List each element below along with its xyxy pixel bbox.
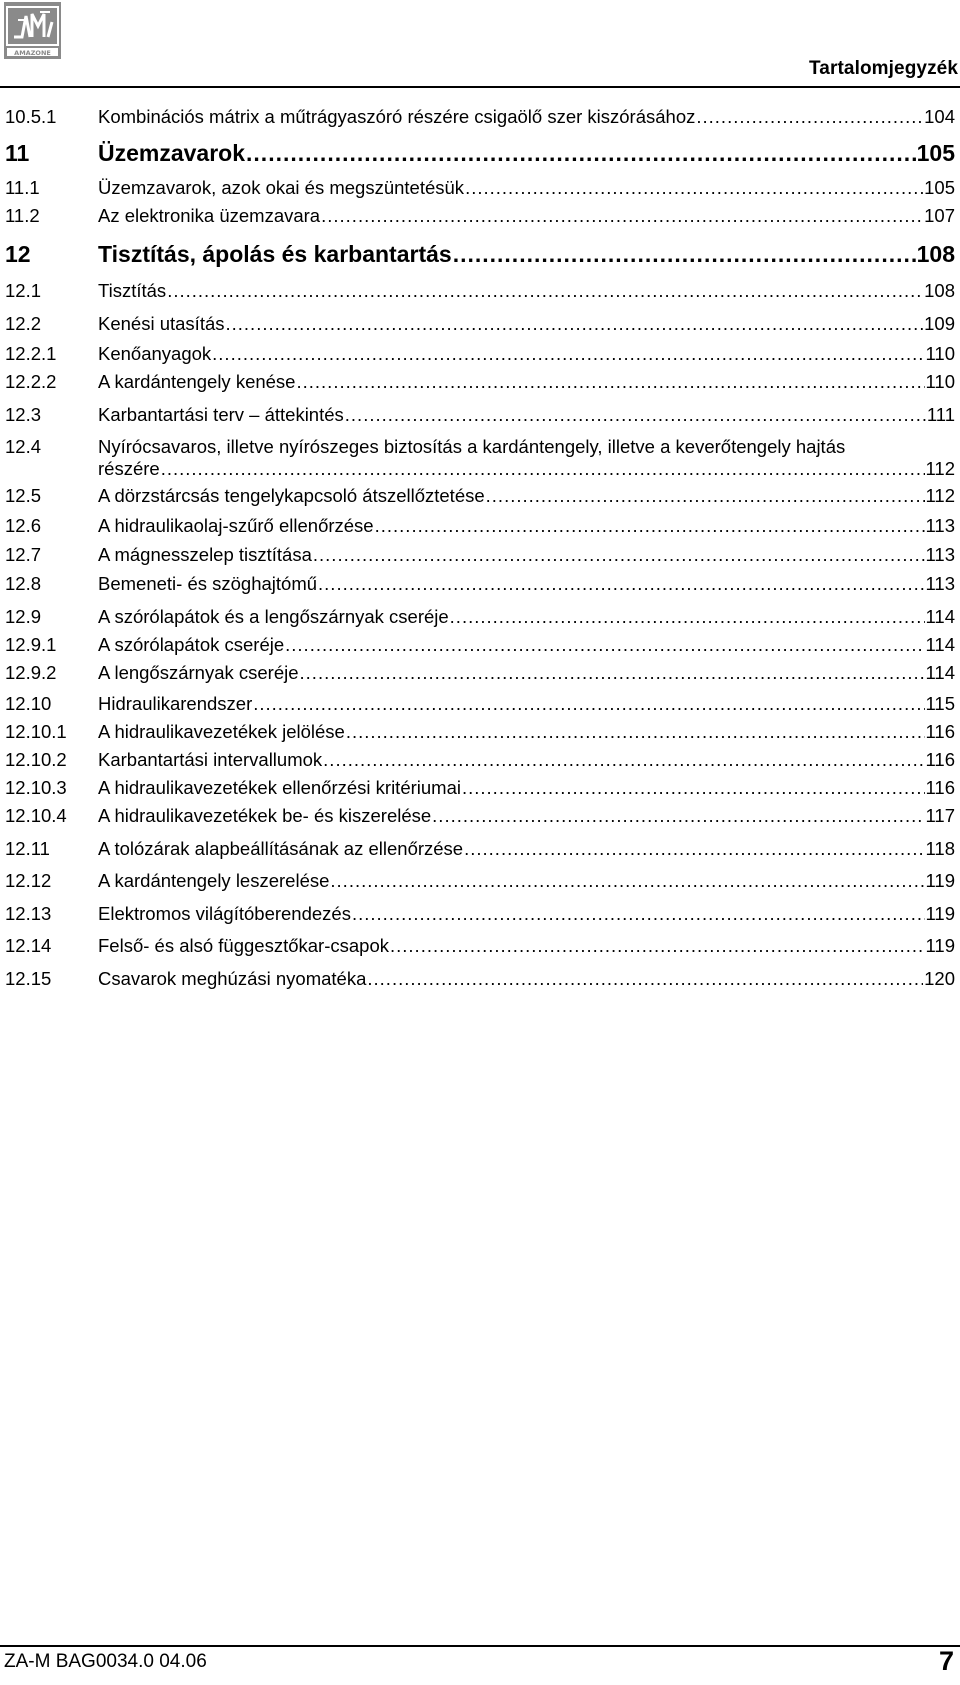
toc-dot-leader xyxy=(330,870,924,892)
toc-entry-page: 116 xyxy=(925,749,955,770)
toc-entry-number: 12.5 xyxy=(5,485,42,506)
logo-wordmark: AMAZONE xyxy=(14,49,51,57)
toc-entry-body xyxy=(98,177,955,199)
toc-entry-title: Az elektronika üzemzavara xyxy=(98,205,321,226)
toc-entry-body xyxy=(98,139,955,167)
toc-entry-title: Felső- és alsó függesztőkar-csapok xyxy=(98,935,389,956)
toc-entry-line xyxy=(98,485,955,507)
toc-entry-title: A lengőszárnyak cseréje xyxy=(98,662,299,683)
toc-entry-title: A kardántengely leszerelése xyxy=(98,870,330,891)
footer-divider xyxy=(0,1645,960,1647)
toc-entry-number: 12 xyxy=(5,241,31,267)
toc-entry-line xyxy=(98,903,955,925)
toc-entry-body xyxy=(98,634,955,656)
toc-dot-leader xyxy=(300,662,925,684)
toc-entry-line xyxy=(98,935,955,957)
toc-entry-page: 110 xyxy=(925,371,955,392)
toc-entry-line xyxy=(98,177,955,199)
toc-entry-number: 12.11 xyxy=(5,838,50,859)
toc-entry-page: 107 xyxy=(924,205,955,226)
toc-entry-title: A hidraulikavezetékek be- és kiszerelése xyxy=(98,805,432,826)
toc-entry-line xyxy=(98,404,955,426)
toc-entry-title: Karbantartási intervallumok xyxy=(98,749,323,770)
toc-entry-title: A hidraulikaolaj-szűrő ellenőrzése xyxy=(98,515,374,536)
toc-entry-title: A szórólapátok és a lengőszárnyak cseréje xyxy=(98,606,449,627)
toc-entry-body xyxy=(98,280,955,302)
toc-dot-leader xyxy=(346,721,925,743)
toc-entry-number: 11.1 xyxy=(5,177,40,198)
toc-entry-title: Üzemzavarok, azok okai és megszüntetésük xyxy=(98,177,465,198)
toc-entry-body xyxy=(98,935,955,957)
page-number: 7 xyxy=(938,1646,954,1676)
toc-entry-body xyxy=(98,404,955,426)
toc-entry-number: 12.10.3 xyxy=(5,777,67,798)
toc-entry-body xyxy=(98,371,955,393)
toc-entry-page: 108 xyxy=(924,280,955,301)
toc-entry-body xyxy=(98,436,955,480)
toc-entry-number: 12.15 xyxy=(5,968,52,989)
toc-dot-leader xyxy=(161,458,925,480)
toc-entry-page: 110 xyxy=(925,343,955,364)
toc-entry-body xyxy=(98,838,955,860)
toc-entry-number: 12.2 xyxy=(5,313,42,334)
toc-entry-line xyxy=(98,139,955,167)
toc-entry-page: 113 xyxy=(925,515,955,536)
toc-entry-title: A kardántengely kenése xyxy=(98,371,296,392)
toc-entry-title: A hidraulikavezetékek jelölése xyxy=(98,721,345,742)
toc-entry-body xyxy=(98,240,955,268)
toc-dot-leader xyxy=(465,177,923,199)
toc-entry-title: A dörzstárcsás tengelykapcsoló átszellőztetése xyxy=(98,485,485,506)
toc-entry-number: 12.1 xyxy=(5,280,42,301)
toc-entry-page: 105 xyxy=(924,177,955,198)
toc-entry-page: 112 xyxy=(925,458,955,479)
toc-dot-leader xyxy=(486,485,925,507)
toc-entry-page: 119 xyxy=(925,870,955,891)
page-title: Tartalomjegyzék xyxy=(809,58,958,79)
toc-entry-title: Hidraulikarendszer xyxy=(98,693,253,714)
toc-entry-number: 12.10 xyxy=(5,693,52,714)
toc-dot-leader xyxy=(323,749,924,771)
toc-entry-body xyxy=(98,606,955,628)
toc-dot-leader xyxy=(246,139,916,167)
toc-entry-body xyxy=(98,544,955,566)
toc-entry-title: Karbantartási terv – áttekintés xyxy=(98,404,344,425)
toc-entry-page: 114 xyxy=(925,606,955,627)
toc-entry-number: 12.2.2 xyxy=(5,371,57,392)
toc-dot-leader xyxy=(464,838,924,860)
toc-entry-number: 12.9.2 xyxy=(5,662,57,683)
toc-entry-line xyxy=(98,634,955,656)
toc-dot-leader xyxy=(226,313,924,335)
toc-dot-leader xyxy=(462,777,925,799)
toc-entry-title: Tisztítás xyxy=(98,280,167,301)
toc-dot-leader xyxy=(453,240,916,268)
toc-entry-number: 12.4 xyxy=(5,436,42,457)
toc-entry-page: 111 xyxy=(926,404,955,425)
toc-entry-line xyxy=(98,805,955,827)
toc-entry-page: 113 xyxy=(925,544,955,565)
toc-entry-page: 112 xyxy=(925,485,955,506)
toc-entry-body xyxy=(98,485,955,507)
toc-dot-leader xyxy=(285,634,924,656)
toc-dot-leader xyxy=(450,606,925,628)
toc-entry-number: 12.9 xyxy=(5,606,42,627)
toc-entry-body xyxy=(98,693,955,715)
toc-entry-body xyxy=(98,573,955,595)
toc-entry-line xyxy=(98,777,955,799)
toc-entry-number: 12.10.2 xyxy=(5,749,67,770)
toc-entry-number: 12.13 xyxy=(5,903,52,924)
toc-dot-leader xyxy=(352,903,925,925)
toc-entry-number: 12.10.1 xyxy=(5,721,67,742)
toc-entry-title: A mágnesszelep tisztítása xyxy=(98,544,312,565)
toc-entry-page: 109 xyxy=(924,313,955,334)
toc-entry-number: 12.9.1 xyxy=(5,634,57,655)
toc-entry-number: 12.2.1 xyxy=(5,343,57,364)
toc-dot-leader xyxy=(375,515,925,537)
toc-dot-leader xyxy=(432,805,924,827)
toc-entry-title: Üzemzavarok xyxy=(98,140,246,166)
toc-entry-page: 114 xyxy=(925,634,955,655)
toc-entry-line xyxy=(98,371,955,393)
toc-entry-number: 12.14 xyxy=(5,935,52,956)
toc-dot-leader xyxy=(313,544,925,566)
toc-entry-body xyxy=(98,205,955,227)
header-divider xyxy=(0,86,960,88)
toc-entry-line xyxy=(98,968,955,990)
toc-entry-title: Tisztítás, ápolás és karbantartás xyxy=(98,241,452,267)
document-code: ZA-M BAG0034.0 04.06 xyxy=(4,1651,207,1672)
toc-dot-leader xyxy=(253,693,924,715)
toc-entry-number: 12.3 xyxy=(5,404,42,425)
toc-entry-line xyxy=(98,870,955,892)
toc-entry-body xyxy=(98,721,955,743)
toc-entry-page: 104 xyxy=(924,106,955,127)
toc-entry-body xyxy=(98,749,955,771)
toc-entry-title: A tolózárak alapbeállításának az ellenőrzése xyxy=(98,838,464,859)
toc-entry-number: 11 xyxy=(5,140,30,166)
toc-entry-number: 12.10.4 xyxy=(5,805,67,826)
toc-entry-line xyxy=(98,838,955,860)
toc-entry-line xyxy=(98,240,955,268)
toc-entry-number: 11.2 xyxy=(5,205,40,226)
toc-entry-title: A hidraulikavezetékek ellenőrzési kritériumai xyxy=(98,777,461,798)
toc-dot-leader xyxy=(390,935,925,957)
toc-entry-body xyxy=(98,870,955,892)
toc-entry-title: Kenőanyagok xyxy=(98,343,212,364)
toc-entry-line xyxy=(98,693,955,715)
toc-entry-line xyxy=(98,106,955,128)
toc-entry-page: 119 xyxy=(925,903,955,924)
toc-dot-leader xyxy=(167,280,923,302)
toc-entry-page: 108 xyxy=(916,241,955,267)
toc-entry-title: Elektromos világítóberendezés xyxy=(98,903,351,924)
toc-dot-leader xyxy=(345,404,926,426)
toc-entry-line xyxy=(98,343,955,365)
toc-entry-page: 105 xyxy=(916,140,955,166)
toc-entry-body xyxy=(98,777,955,799)
toc-entry-line xyxy=(98,544,955,566)
toc-entry-title: Kenési utasítás xyxy=(98,313,225,334)
toc-entry-page: 120 xyxy=(924,968,955,989)
toc-entry-line xyxy=(98,515,955,537)
toc-entry-page: 113 xyxy=(925,573,955,594)
toc-entry-line xyxy=(98,205,955,227)
toc-entry-body xyxy=(98,515,955,537)
toc-entry-number: 10.5.1 xyxy=(5,106,57,127)
toc-entry-line xyxy=(98,313,955,335)
toc-dot-leader xyxy=(318,573,924,595)
amazone-logo-graphic xyxy=(4,2,61,59)
toc-entry-body xyxy=(98,106,955,128)
toc-entry-number: 12.12 xyxy=(5,870,52,891)
toc-entry-title: A szórólapátok cseréje xyxy=(98,634,285,655)
toc-entry-line xyxy=(98,721,955,743)
toc-entry-title: Bemeneti- és szöghajtómű xyxy=(98,573,318,594)
toc-entry-body xyxy=(98,662,955,684)
toc-dot-leader xyxy=(696,106,923,128)
toc-entry-body xyxy=(98,968,955,990)
toc-entry-line xyxy=(98,749,955,771)
toc-entry-line xyxy=(98,280,955,302)
toc-entry-title-line1: Nyírócsavaros, illetve nyírószeges biztosítás a kardántengely, illetve a keverőtengely hajtás xyxy=(98,436,846,457)
toc-entry-number: 12.7 xyxy=(5,544,42,565)
toc-entry-body xyxy=(98,343,955,365)
toc-dot-leader xyxy=(296,371,924,393)
toc-entry-line xyxy=(98,458,955,480)
toc-dot-leader xyxy=(212,343,924,365)
toc-entry-page: 118 xyxy=(925,838,955,859)
toc-entry-page: 115 xyxy=(925,693,955,714)
toc-entry-line xyxy=(98,662,955,684)
toc-entry-line xyxy=(98,573,955,595)
toc-entry-body xyxy=(98,903,955,925)
toc-entry-line xyxy=(98,606,955,628)
toc-dot-leader xyxy=(367,968,923,990)
toc-entry-page: 116 xyxy=(925,777,955,798)
toc-entry-number: 12.8 xyxy=(5,573,42,594)
toc-entry-page: 117 xyxy=(925,805,955,826)
toc-entry-page: 114 xyxy=(925,662,955,683)
toc-entry-title: részére xyxy=(98,458,160,479)
toc-entry-page: 119 xyxy=(925,935,955,956)
toc-entry-body xyxy=(98,805,955,827)
amazone-logo xyxy=(4,2,61,59)
toc-entry-title: Kombinációs mátrix a műtrágyaszóró részére csigaölő szer kiszórásához xyxy=(98,106,696,127)
toc-entry-title: Csavarok meghúzási nyomatéka xyxy=(98,968,367,989)
toc-entry-body xyxy=(98,313,955,335)
toc-dot-leader xyxy=(321,205,923,227)
toc-entry-number: 12.6 xyxy=(5,515,42,536)
toc-entry-page: 116 xyxy=(925,721,955,742)
